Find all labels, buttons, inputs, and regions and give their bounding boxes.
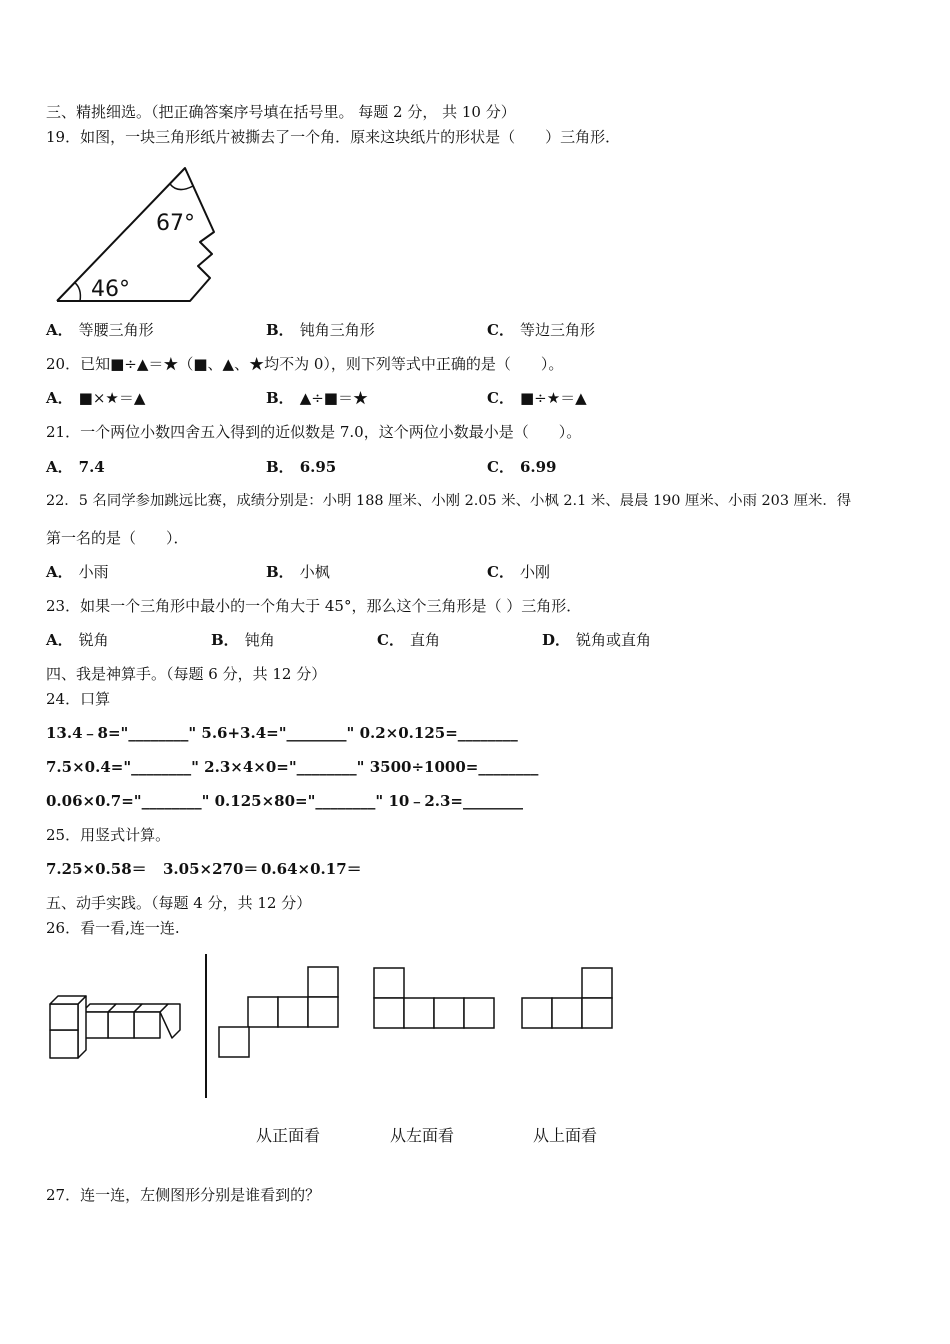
option-text: ■×★＝▲ [78,389,146,407]
divider-line [204,954,208,1098]
torn-triangle-figure [52,164,222,306]
option-text: 小枫 [299,563,330,581]
section5-heading: 五、动手实践。（每题 4 分，共 12 分） [46,894,312,912]
option-key: B． [266,563,294,581]
q19-text: 19．如图，一块三角形纸片被撕去了一个角．原来这块纸片的形状是（ ）三角形． [46,128,621,146]
q24-title: 24．口算 [46,690,111,708]
q23-option-d[interactable] [542,630,651,650]
view-shape-1 [218,966,340,1058]
q23-option-c[interactable] [377,630,440,650]
option-text: 直角 [409,631,440,649]
q19-option-b[interactable] [266,320,375,340]
option-text: 等边三角形 [519,321,595,339]
q23-text: 23．如果一个三角形中最小的一个角大于 45°，那么这个三角形是（ ）三角形． [46,597,582,615]
angle-67-label: 67° [156,211,195,236]
option-key: A． [46,458,73,476]
q24-row-3: 0.06×0.7="________" 0.125×80="________" 10﹣2.3=________ [46,792,523,810]
caption-left-view: 从左面看 [390,1126,455,1145]
option-key: C． [487,563,514,581]
option-text: 锐角 [78,631,109,649]
q21-text: 21．一个两位小数四舍五入得到的近似数是 7.0，这个两位小数最小是（ ）。 [46,423,582,441]
option-key: C． [377,631,404,649]
q21-option-a[interactable] [46,457,105,477]
option-key: C． [487,389,514,407]
q25-title: 25．用竖式计算。 [46,826,171,844]
option-key: B． [266,321,294,339]
option-text: ■÷★＝▲ [519,389,587,407]
q20-option-c[interactable] [487,388,587,408]
option-key: D． [542,631,571,649]
caption-top-view: 从上面看 [533,1126,598,1145]
q20-option-b[interactable] [266,388,368,408]
section4-heading: 四、我是神算手。（每题 6 分，共 12 分） [46,665,327,683]
q22-text-line1: 22．5 名同学参加跳远比赛，成绩分别是：小明 188 厘米、小刚 2.05 米、小枫 2.1 米、晨晨 190 厘米、小雨 203 厘米．得 [46,493,852,509]
q25-item-3: 0.64×0.17＝ [261,860,362,878]
option-text: 7.4 [78,458,105,476]
section3-heading: 三、精挑细选。（把正确答案序号填在括号里。 每题 2 分， 共 10 分） [46,103,516,121]
option-key: B． [266,458,294,476]
q22-option-a[interactable] [46,562,109,582]
q26-title: 26．看一看,连一连. [46,919,180,937]
option-text: 锐角或直角 [576,631,652,649]
q22-option-c[interactable] [487,562,550,582]
option-text: 小雨 [78,563,109,581]
q23-option-b[interactable] [211,630,275,650]
q19-option-a[interactable] [46,320,154,340]
option-key: A． [46,631,73,649]
q24-row-2: 7.5×0.4="________" 2.3×4×0="________" 3500÷1000=________ [46,758,539,776]
q20-text: 20．已知■÷▲＝★（■、▲、★均不为 0），则下列等式中正确的是（ ）。 [46,355,564,373]
view-shape-3 [521,966,615,1030]
option-text: 小刚 [519,563,550,581]
option-text: 6.99 [519,458,557,476]
cube-stack-figure [48,994,184,1060]
q22-option-b[interactable] [266,562,330,582]
q21-option-b[interactable] [266,457,336,477]
option-key: B． [266,389,294,407]
q25-item-2: 3.05×270＝ [163,860,259,878]
option-key: A． [46,321,73,339]
q25-item-1: 7.25×0.58＝ [46,860,147,878]
option-key: A． [46,563,73,581]
q27-title: 27．连一连，左侧图形分别是谁看到的？ [46,1186,321,1204]
option-text: 6.95 [299,458,337,476]
option-text: 等腰三角形 [78,321,154,339]
option-text: 钝角 [244,631,275,649]
q23-option-a[interactable] [46,630,109,650]
view-shape-2 [373,966,497,1030]
q20-option-a[interactable] [46,388,145,408]
option-text: 钝角三角形 [299,321,375,339]
option-key: C． [487,458,514,476]
option-text: ▲÷■＝★ [299,389,368,407]
option-key: C． [487,321,514,339]
q19-option-c[interactable] [487,320,595,340]
caption-front-view: 从正面看 [256,1126,321,1145]
angle-46-label: 46° [91,277,130,302]
q22-text-line2: 第一名的是（ ）． [46,529,189,547]
q24-row-1: 13.4﹣8="________" 5.6+3.4="________" 0.2×0.125=________ [46,724,518,742]
q21-option-c[interactable] [487,457,557,477]
option-key: A． [46,389,73,407]
option-key: B． [211,631,239,649]
